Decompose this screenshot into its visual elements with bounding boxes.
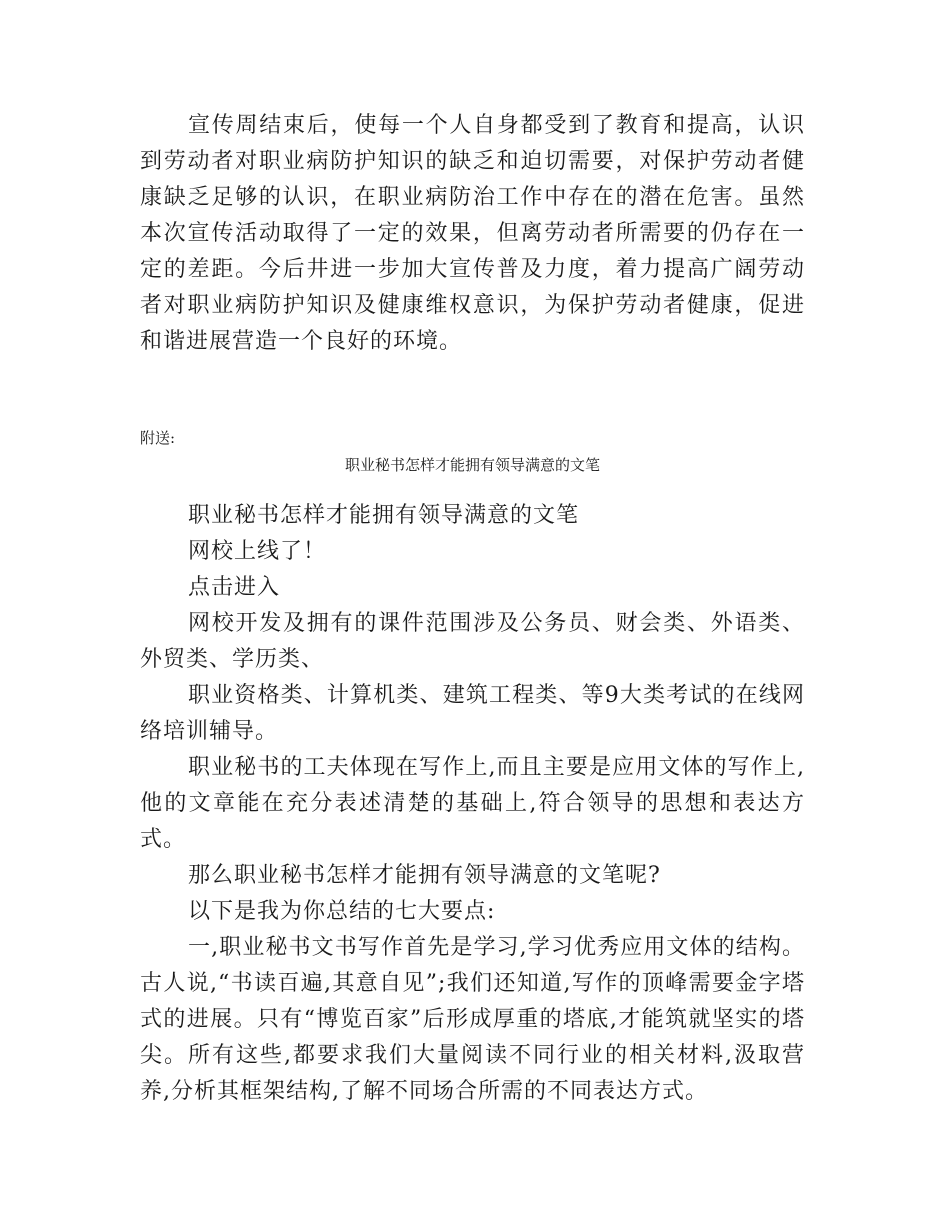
appendix-label: 附送: [140,429,176,447]
article-paragraph: 以下是我为你总结的七大要点: [188,899,496,924]
article-paragraph: 网校开发及拥有的课件范围涉及公务员、财会类、外语类、外贸类、学历类、 [140,611,805,672]
article-paragraph: 职业秘书怎样才能拥有领导满意的文笔 [188,503,580,528]
intro-paragraph: 宣传周结束后，使每一个人自身都受到了教育和提高，认识到劳动者对职业病防护知识的缺乏和迫切需要，对保护劳动者健康缺乏足够的认识，在职业病防治工作中存在的潜在危害。虽然本次宣传活动取得了一定的效果，但离劳动者所需要的仍存在一定的差距。今后井进一步加大宣传普及力度，着力提高广阔劳动者对职业病防护知识及健康维权意识，为保护劳动者健康，促进和谐进展营造一个良好的环境。 [140,113,805,354]
article-paragraph: 职业秘书的工夫体现在写作上,而且主要是应用文体的写作上,他的文章能在充分表述清楚的基础上,符合领导的思想和表达方式。 [140,755,805,852]
appendix-title: 职业秘书怎样才能拥有领导满意的文笔 [344,456,600,474]
intro-section [140,108,805,360]
article-paragraph: 职业资格类、计算机类、建筑工程类、等9大类考试的在线网络培训辅导。 [140,683,805,744]
article-body [140,498,805,1110]
article-paragraph: 一,职业秘书文书写作首先是学习,学习优秀应用文体的结构。古人说,“书读百遍,其意自见”;我们还知道,写作的顶峰需要金字塔式的进展。只有“博览百家”后形成厚重的塔底,才能筑就坚实的塔尖。所有这些,都要求我们大量阅读不同行业的相关材料,汲取营养,分析其框架结构,了解不同场合所需的不同表达方式。 [140,935,805,1104]
article-paragraph: 网校上线了！ [188,539,327,564]
article-paragraph: 点击进入 [188,575,281,600]
article-paragraph: 那么职业秘书怎样才能拥有领导满意的文笔呢? [188,863,661,888]
